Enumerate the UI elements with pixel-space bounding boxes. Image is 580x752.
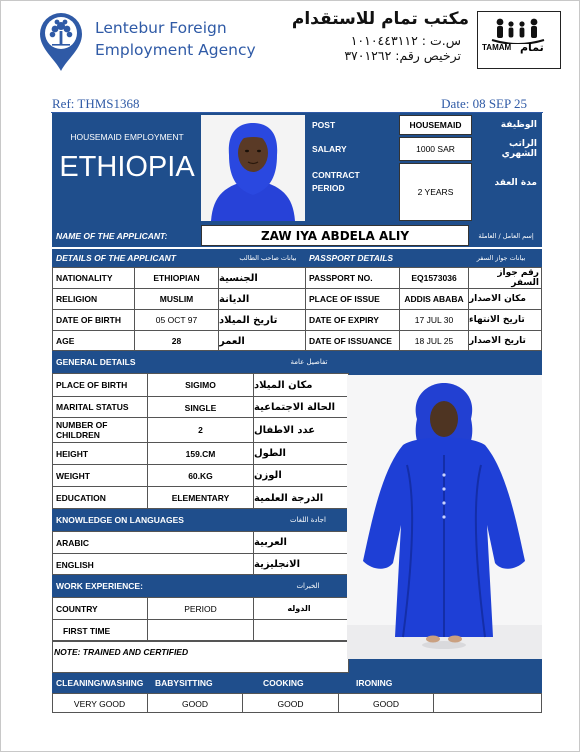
place-of-birth-label-arabic: مكان الميلاد [254,379,313,391]
place-of-issue-label-arabic: مكان الاصدار [469,294,526,304]
language-arabic-value [148,532,253,553]
languages-header: KNOWLEDGE ON LANGUAGES [56,515,184,525]
religion-value: MUSLIM [159,294,194,304]
education-label: EDUCATION [56,493,106,503]
date-of-expiry-label-arabic: تاريخ الانتهاء [469,315,525,325]
applicant-name-label: NAME OF THE APPLICANT: [56,231,168,241]
date-of-expiry-value: 17 JUL 30 [414,315,454,325]
language-english-label-arabic: الانجليزية [254,559,301,570]
date-of-birth-label: DATE OF BIRTH [56,315,122,325]
date-of-issuance-label-arabic: تاريخ الاصدار [469,336,526,346]
applicant-name-value: ZAW IYA ABDELA ALIY [201,225,469,246]
marital-status-label: MARITAL STATUS [56,402,129,412]
language-english-value [148,554,253,575]
passport-number-value: EQ1573036 [411,273,457,283]
family-logo-icon [478,14,558,44]
skill-ironing-label: IRONING [356,678,393,688]
post-value: HOUSEMAID [399,115,472,135]
skill-cooking-value: GOOD [277,698,304,709]
weight-label: WEIGHT [56,470,90,481]
passport-number-label: PASSPORT NO. [309,273,373,283]
col-divider [433,693,434,713]
language-arabic-label-arabic: العربية [254,537,287,548]
salary-label: SALARY [312,144,347,154]
col-divider [305,267,306,351]
religion-label-arabic: الديانة [219,293,250,305]
cv-date: Date: 08 SEP 25 [441,96,527,111]
skill-cleaning-value: VERY GOOD [73,698,126,709]
contract-period-label: CONTRACT PERIOD [312,170,360,193]
nationality-value: ETHIOPIAN [153,273,200,283]
full-body-photo-icon [347,375,542,659]
education-label-arabic: الدرجة العلمية [254,492,324,504]
place-of-birth-value: SIGIMO [185,380,216,390]
experience-period-label: PERIOD [184,603,217,614]
post-label-arabic: الوظيفة [500,120,537,130]
number-of-children-label: NUMBER OF CHILDREN [56,420,108,440]
weight-value: 60.KG [188,470,213,481]
arabic-cr-number: س.ت : ١٠١٠٤٤٣١١٢ [350,33,461,48]
logo-brand-text: TAMAM [482,43,512,52]
passport-details-header-arabic: بيانات جواز السفر [476,254,526,262]
skill-babysitting-value: GOOD [182,698,208,709]
tamam-logo [477,11,561,69]
place-of-issue-value: ADDIS ABABA [404,294,464,304]
work-experience-header-arabic: الخبرات [296,582,320,590]
place-of-issue-label: PLACE OF ISSUE [309,294,380,304]
date-of-birth-value: 05 OCT 97 [155,315,198,325]
age-label: AGE [56,336,75,346]
date-of-expiry-label: DATE OF EXPIRY [309,315,379,325]
general-details-header: GENERAL DETAILS [56,357,136,367]
post-label: POST [312,120,336,130]
number-of-children-value: 2 [198,425,203,435]
applicant-full-photo [347,375,542,659]
general-details-header-arabic: تفاصيل عامة [290,358,328,366]
date-of-issuance-value: 18 JUL 25 [414,336,454,346]
weight-label-arabic: الوزن [254,470,282,481]
training-note: NOTE: TRAINED AND CERTIFIED [54,647,189,657]
marital-status-label-arabic: الحالة الاجتماعية [254,401,336,413]
date-of-issuance-label: DATE OF ISSUANCE [309,336,392,346]
employment-type: HOUSEMAID EMPLOYMENT [70,132,184,142]
portrait-photo-icon [201,115,305,221]
salary-value: 1000 SAR [399,137,472,161]
tree-pin-logo-icon [37,11,85,73]
height-label: HEIGHT [56,448,89,459]
ref-number: Ref: THMS1368 [52,96,140,111]
age-value: 28 [171,336,182,346]
applicant-name-label-arabic: إسم العامل / العاملة [478,232,534,240]
skill-babysitting-label: BABYSITTING [155,678,213,688]
height-value: 159.CM [185,448,216,459]
arabic-agency-title: مكتب تمام للاستقدام [291,9,469,29]
number-of-children-label-arabic: عدد الاطفال [254,424,316,436]
education-value: ELEMENTARY [171,493,230,503]
languages-header-arabic: اجادة اللغات [290,516,326,524]
height-label-arabic: الطول [254,448,286,459]
logo-brand-arabic: تمام [520,41,544,54]
skill-cooking-label: COOKING [263,678,304,688]
age-label-arabic: العمر [219,335,245,347]
language-arabic-label: ARABIC [56,537,90,548]
experience-country-label: COUNTRY [56,603,98,614]
salary-label-arabic: الراتب الشهري [501,139,537,159]
skill-cleaning-label: CLEANING/WASHING [56,678,144,688]
passport-details-header: PASSPORT DETAILS [309,253,394,263]
country-title: ETHIOPIA [59,150,195,183]
applicant-details-header: DETAILS OF THE APPLICANT [56,253,176,263]
contract-period-label-arabic: مدة العقد [494,178,537,188]
first-time-label: FIRST TIME [63,625,111,636]
applicant-details-header-arabic: بيانات صاحب الطالب [239,254,297,262]
nationality-label: NATIONALITY [56,273,113,283]
religion-label: RELIGION [56,294,98,304]
work-experience-header: WORK EXPERIENCE: [56,581,143,591]
nationality-label-arabic: الجنسية [219,272,258,284]
place-of-birth-label: PLACE OF BIRTH [56,380,128,390]
arabic-license-number: ترخيص رقم: ٣٧٠١٢٦٢ [344,48,461,63]
experience-country-label-arabic: الدوله [287,604,311,613]
marital-status-value: SINGLE [184,403,217,413]
skill-ironing-value: GOOD [373,698,399,709]
passport-number-label-arabic: رقم جواز السفر [497,268,539,288]
agency-name: Lentebur Foreign Employment Agency [95,19,256,59]
language-english-label: ENGLISH [56,559,94,570]
date-of-birth-label-arabic: تاريخ الميلاد [219,314,278,326]
contract-period-value: 2 YEARS [399,163,472,221]
applicant-portrait [201,115,305,221]
